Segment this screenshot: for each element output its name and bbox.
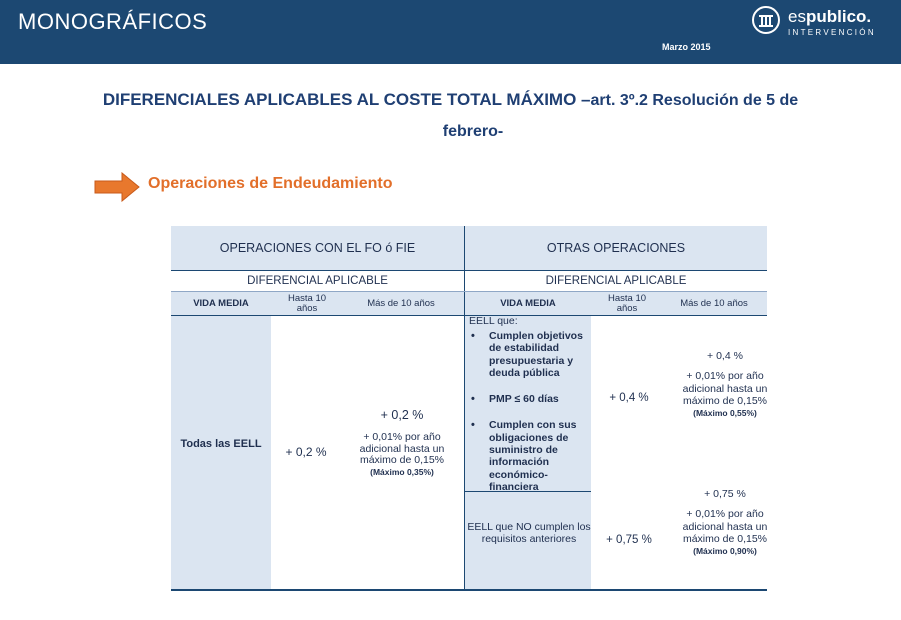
- section-heading: Operaciones de Endeudamiento: [148, 175, 393, 192]
- right-col-mas: Más de 10 años: [680, 297, 748, 309]
- arrow-right-icon: [94, 172, 140, 202]
- left-header: OPERACIONES CON EL FO ó FIE: [219, 241, 416, 255]
- right-row2-mas-cell: [679, 488, 771, 590]
- right-header: OTRAS OPERACIONES: [546, 241, 686, 255]
- left-mas-value: + 0,2 %: [380, 408, 424, 422]
- right-col-hasta: Hasta 10 años: [607, 292, 647, 314]
- left-mas-extra: + 0,01% por año adicional hasta un máximo de 0,15%: [359, 431, 445, 466]
- right-row2-mas-extra: + 0,01% por año adicional hasta un máximo de 0,15%: [682, 508, 768, 545]
- logo-emblem-icon: [752, 6, 780, 34]
- left-col-mas: Más de 10 años: [367, 297, 435, 309]
- right-subheader: DIFERENCIAL APLICABLE: [545, 275, 687, 287]
- left-col-vida: VIDA MEDIA: [193, 297, 249, 309]
- logo-name: espublico.: [788, 7, 872, 26]
- left-subheader: DIFERENCIAL APLICABLE: [247, 275, 388, 287]
- right-col-vida: VIDA MEDIA: [500, 297, 556, 309]
- page-title-line2: febrero-: [442, 123, 504, 140]
- requirements-list: [469, 330, 589, 493]
- left-mas-max: (Máximo 0,35%): [370, 466, 434, 477]
- right-row1-mas-extra: + 0,01% por año adicional hasta un máximo de 0,15%: [682, 370, 768, 407]
- section-label: MONOGRÁFICOS: [18, 9, 208, 34]
- espublico-logo: [752, 6, 898, 42]
- differentials-table: [171, 226, 767, 590]
- list-item: • PMP ≤ 60 días: [469, 393, 589, 405]
- list-item: • Cumplen objetivos de estabilidad presupuestaria y deuda pública: [469, 330, 589, 379]
- right-row1-mas-value: + 0,4 %: [707, 350, 743, 362]
- page-title: DIFERENCIALES APLICABLES AL COSTE TOTAL MÁXIMO –art. 3º.2 Resolución de 5 de: [102, 90, 799, 109]
- right-row1-mas-cell: [679, 350, 771, 460]
- right-row1-intro: EELL que:: [469, 315, 518, 327]
- right-row1-mas-max: (Máximo 0,55%): [693, 407, 757, 418]
- divider-bottom: [171, 589, 767, 591]
- right-row1-hasta-value: + 0,4 %: [609, 392, 649, 404]
- right-row1-requirements: [469, 315, 589, 507]
- right-row2-label: EELL que NO cumplen los requisitos anteriores: [467, 521, 591, 545]
- logo-subtitle: INTERVENCIÓN: [788, 28, 876, 37]
- right-row2-mas-value: + 0,75 %: [704, 488, 746, 500]
- left-mas-cell: [349, 408, 455, 498]
- right-row2-mas-max: (Máximo 0,90%): [693, 545, 757, 556]
- list-item: • Cumplen con sus obligaciones de suministro de información económico-financiera: [469, 419, 589, 493]
- publication-date: Marzo 2015: [662, 42, 711, 52]
- left-hasta-value: + 0,2 %: [285, 445, 327, 459]
- left-col-hasta: Hasta 10 años: [287, 292, 327, 314]
- left-row-label: Todas las EELL: [180, 438, 262, 450]
- right-row2-hasta-value: + 0,75 %: [606, 534, 652, 546]
- header-bar: [0, 0, 901, 64]
